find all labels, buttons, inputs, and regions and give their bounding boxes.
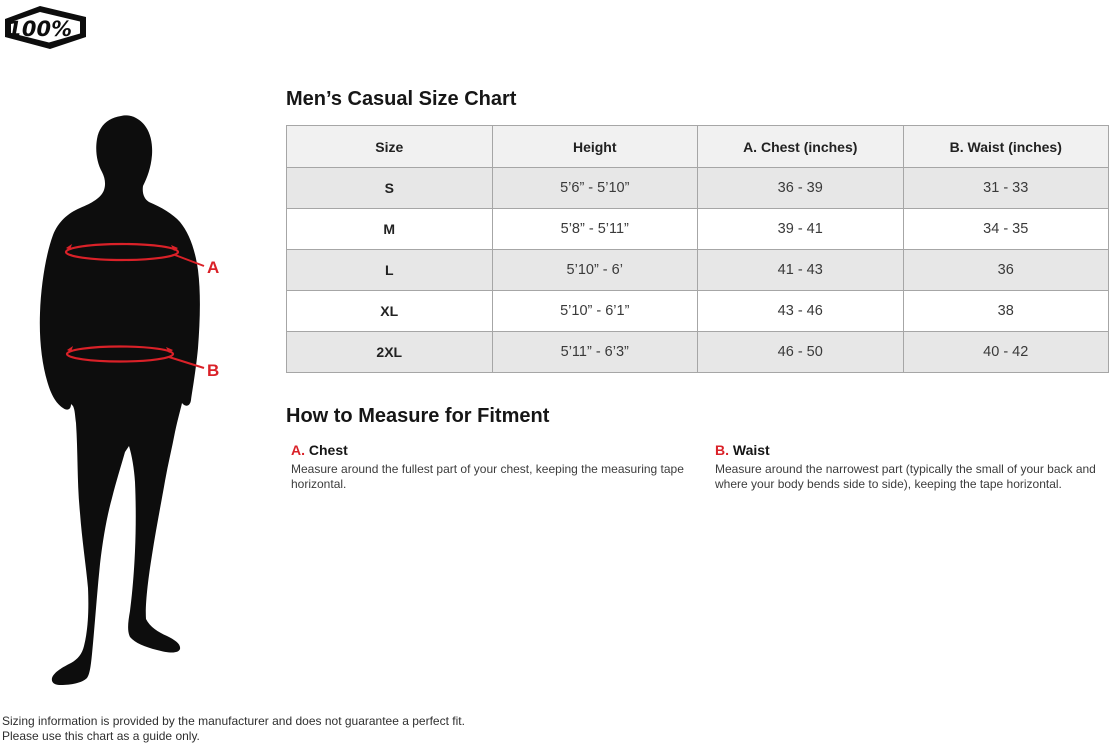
measure-section-title: How to Measure for Fitment [286,405,550,427]
disclaimer-line-1: Sizing information is provided by the manufacturer and does not guarantee a perfect fit. [2,714,465,728]
chest-cell: 46 - 50 [698,332,904,373]
height-cell: 5’10” - 6’1” [492,291,698,332]
measure-item-chest-heading [291,442,690,458]
size-chart-table [286,125,1109,373]
chest-cell: 43 - 46 [698,291,904,332]
size-cell: S [287,168,493,209]
size-cell: L [287,250,493,291]
measure-name-chest: Chest [308,442,348,458]
measure-item-waist-heading [715,442,1104,458]
table-row [287,209,1109,250]
sizing-disclaimer [2,714,602,744]
brand-logo-icon [3,4,88,51]
table-row [287,332,1109,373]
brand-logo-text: 100% [5,16,75,41]
waist-label: B [207,361,220,380]
height-cell: 5’8” - 5’11” [492,209,698,250]
size-cell: XL [287,291,493,332]
size-cell: M [287,209,493,250]
brand-logo [3,4,88,51]
column-header-waist: B. Waist (inches) [903,126,1109,168]
disclaimer-line-2: Please use this chart as a guide only. [2,729,200,743]
height-cell: 5’11” - 6’3” [492,332,698,373]
measure-instructions [286,442,1109,492]
table-header-row [287,126,1109,168]
waist-cell: 31 - 33 [903,168,1109,209]
measure-description-waist: Measure around the narrowest part (typically the small of your back and where your body bends side to side), keeping the tape horizontal. [715,462,1096,491]
table-row [287,291,1109,332]
waist-cell: 40 - 42 [903,332,1109,373]
waist-cell: 34 - 35 [903,209,1109,250]
chest-label: A [207,258,220,277]
measure-name-waist: Waist [732,442,770,458]
column-header-chest: A. Chest (inches) [698,126,904,168]
measure-letter-b: B. [715,442,729,458]
measure-description-chest: Measure around the fullest part of your chest, keeping the measuring tape horizontal. [291,462,684,491]
waist-cell: 36 [903,250,1109,291]
measurement-diagram [28,108,260,690]
height-cell: 5’6” - 5’10” [492,168,698,209]
measure-letter-a: A. [291,442,305,458]
height-cell: 5’10” - 6’ [492,250,698,291]
waist-cell: 38 [903,291,1109,332]
chest-cell: 39 - 41 [698,209,904,250]
size-cell: 2XL [287,332,493,373]
chest-cell: 41 - 43 [698,250,904,291]
column-header-size: Size [287,126,493,168]
chest-cell: 36 - 39 [698,168,904,209]
page-title: Men’s Casual Size Chart [286,88,517,110]
main-content [286,88,1109,492]
measure-item-waist [710,442,1104,492]
table-row [287,168,1109,209]
column-header-height: Height [492,126,698,168]
table-row [287,250,1109,291]
body-silhouette-icon [28,108,260,690]
measure-item-chest [286,442,690,492]
